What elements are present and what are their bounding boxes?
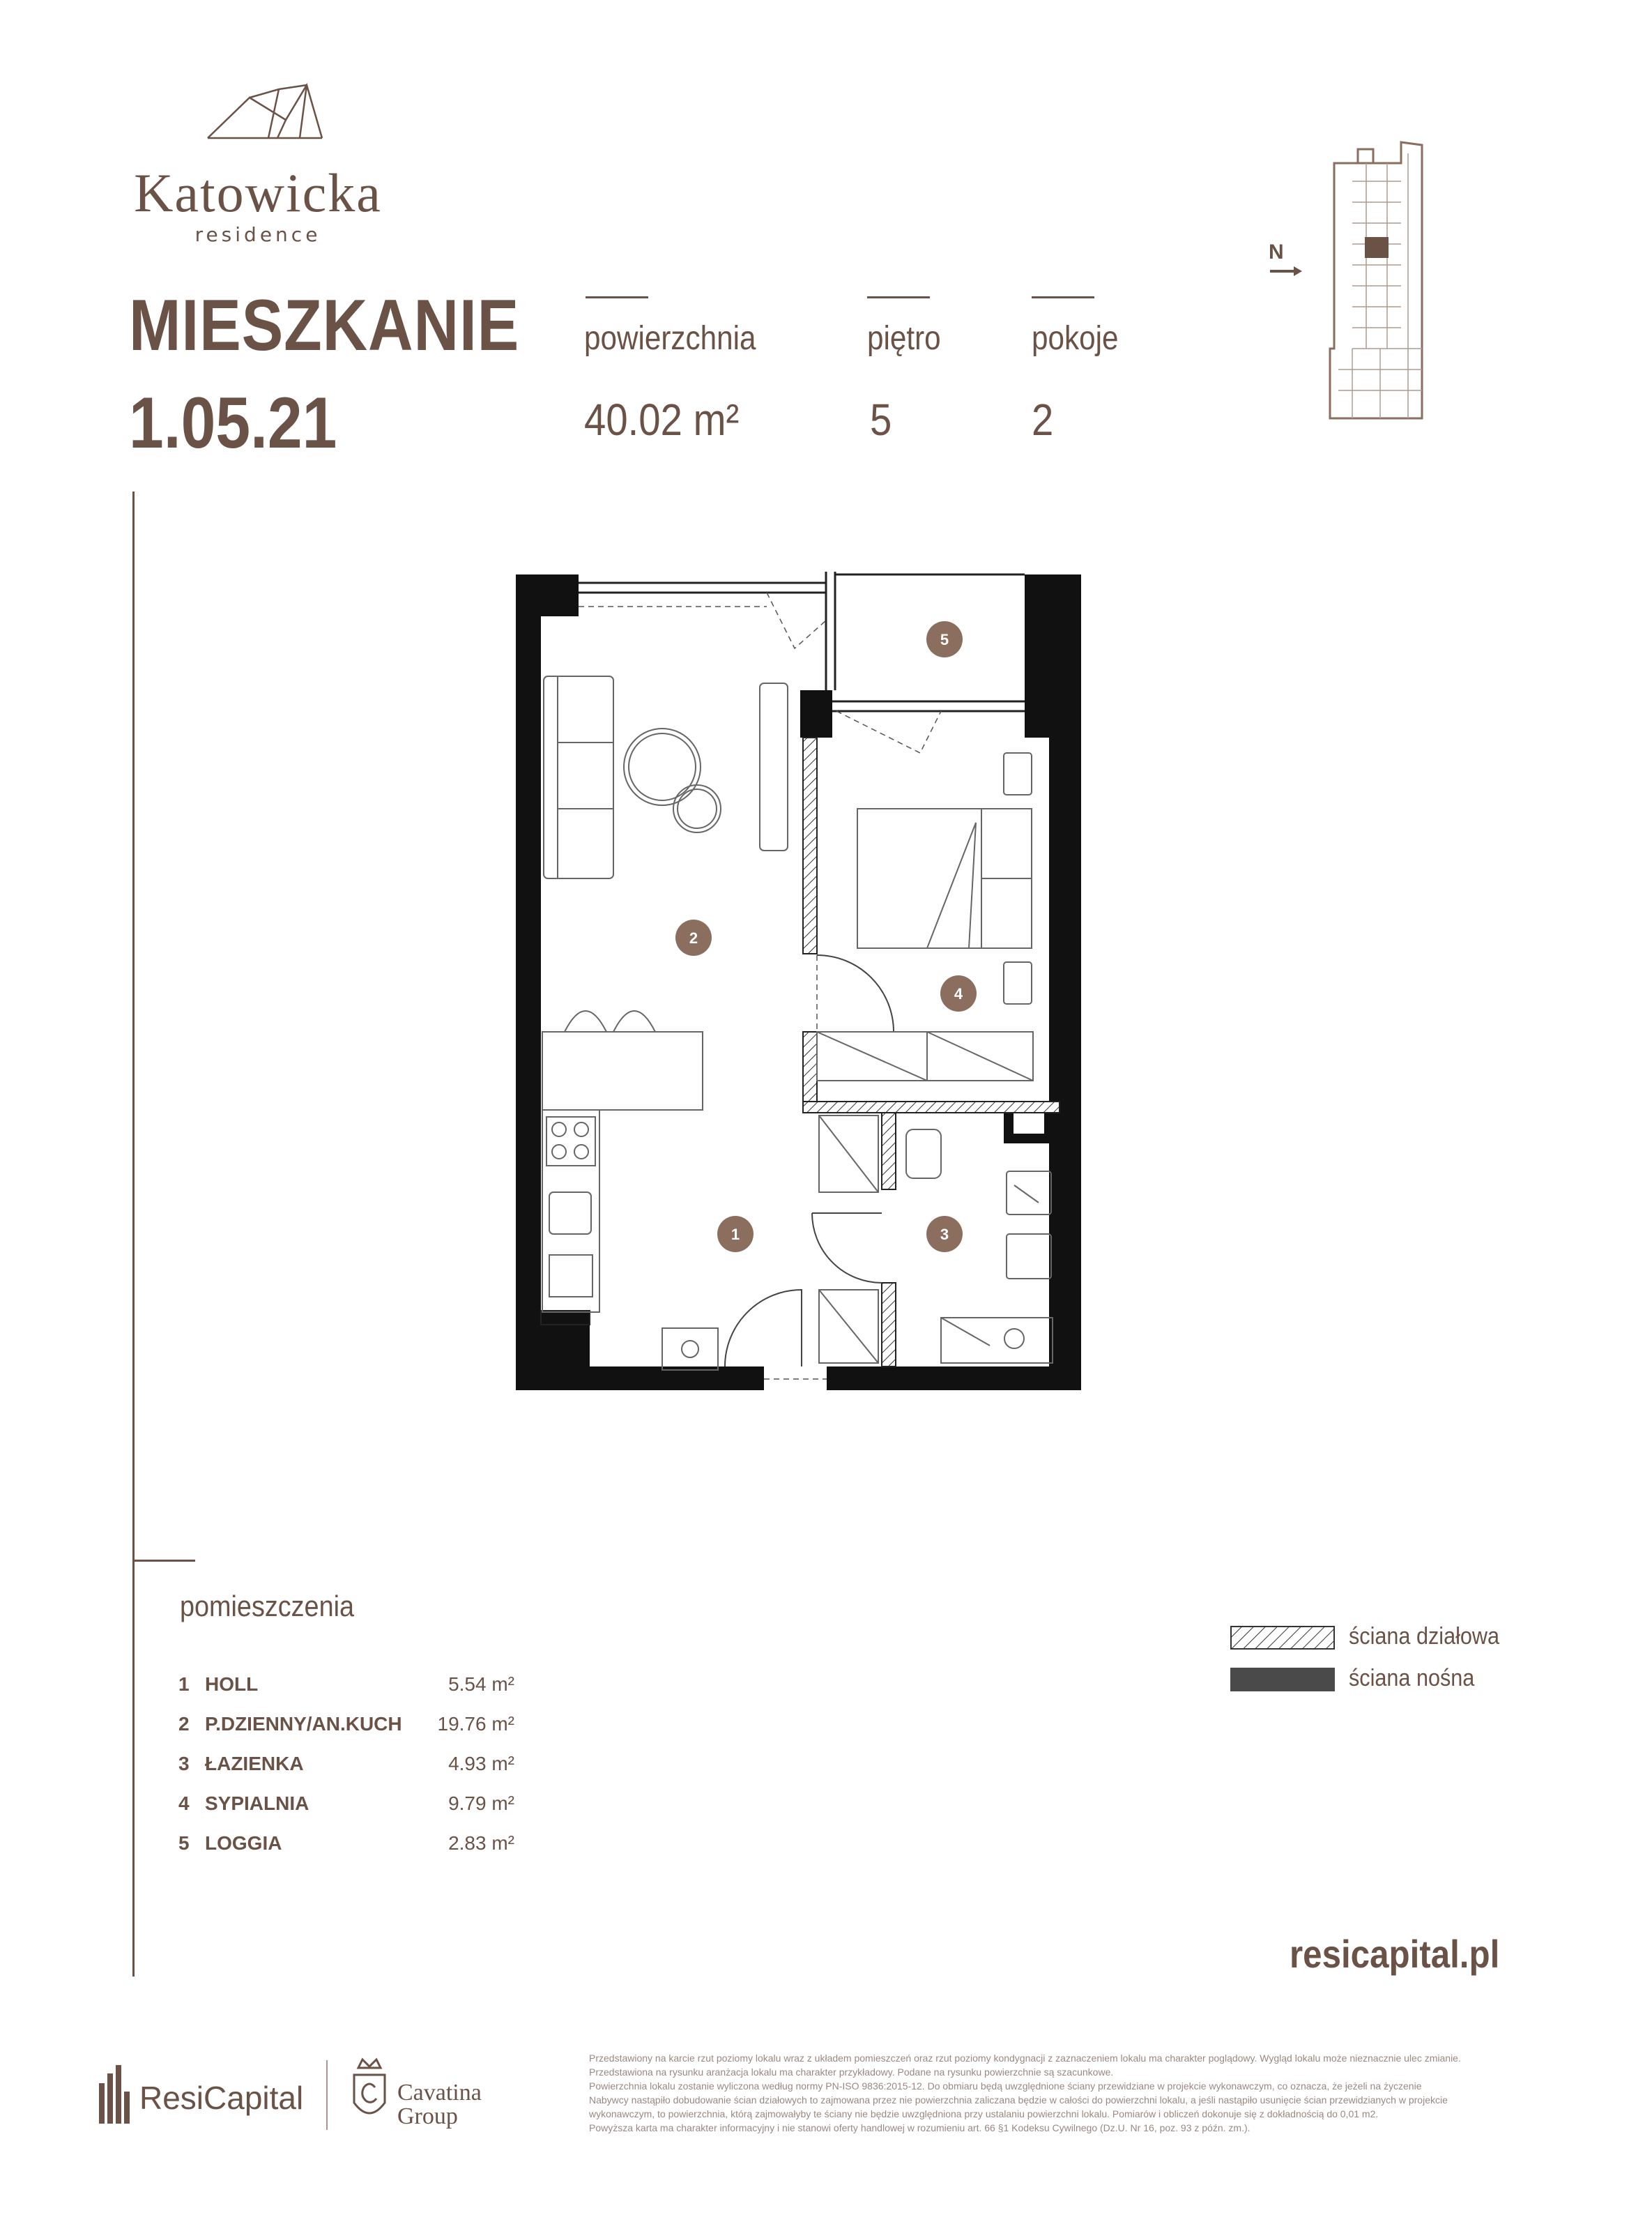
- room-area: 9.79 m²: [448, 1792, 514, 1814]
- room-name: HOLL: [205, 1673, 259, 1695]
- legend-swatch-load-bearing: [1230, 1668, 1335, 1691]
- stat-value-rooms: 2: [1032, 395, 1054, 445]
- room-area: 5.54 m²: [448, 1673, 514, 1695]
- room-number: 2: [178, 1713, 190, 1735]
- disclaimer-line: Powyższa karta ma charakter informacyjny i nie stanowi oferty handlowej w rozumieniu art. 66 §1 Kodeksu Cywilnego (Dz.U. Nr 16, poz. 93 z późn. zm.).: [589, 2122, 1251, 2133]
- brand-logo: [202, 77, 328, 147]
- cavatina-logo-line1: Cavatina: [397, 2080, 482, 2106]
- room-row: [178, 1753, 520, 1792]
- stat-label-area: powierzchnia: [584, 320, 756, 357]
- room-row: [178, 1792, 520, 1832]
- room-area: 4.93 m²: [448, 1753, 514, 1774]
- resicapital-logo-text: ResiCapital: [139, 2080, 304, 2116]
- apartment-highlight: [1365, 237, 1389, 258]
- legend-label-partition: ściana działowa: [1349, 1623, 1500, 1650]
- room-number: 1: [178, 1673, 190, 1695]
- north-indicator: [1269, 241, 1310, 282]
- apartment-title: MIESZKANIE: [129, 285, 520, 366]
- website-link[interactable]: resicapital.pl: [1290, 1932, 1500, 1976]
- cavatina-logo-text: [397, 2081, 482, 2129]
- floor-plan: [488, 544, 1115, 1422]
- room-name: SYPIALNIA: [205, 1792, 309, 1814]
- brand-name: Katowicka: [134, 162, 382, 223]
- room-name: ŁAZIENKA: [205, 1753, 304, 1774]
- room-badge-2: 2: [689, 929, 698, 947]
- room-row: [178, 1832, 520, 1871]
- disclaimer-line: wykonawczym, to powierzchnia, którą zajmowałyby te ściany nie będzie uwzględniona przy ustalaniu powierzchni lokalu. Pomiarów i obliczeń dokonuje się z dokładnością do 0,01 m2.: [589, 2108, 1379, 2119]
- resicapital-logo-icon: [98, 2064, 132, 2126]
- logo-separator: [326, 2060, 328, 2130]
- stat-divider: [867, 296, 930, 298]
- room-row: [178, 1673, 520, 1712]
- stat-label-rooms: pokoje: [1032, 320, 1119, 357]
- apartment-number: 1.05.21: [129, 383, 337, 464]
- disclaimer-line: Przedstawiony na karcie rzut poziomy lokalu wraz z układem pomieszczeń oraz rzut poziomy kondygnacji z zaznaczeniem lokalu ma charakter poglądowy. Wygląd lokalu może nieznacznie ulec zmianie.: [589, 2053, 1461, 2064]
- room-area: 2.83 m²: [448, 1832, 514, 1854]
- legend-swatch-partition: [1230, 1626, 1335, 1650]
- room-badge-5: 5: [940, 631, 949, 648]
- legal-disclaimer: [589, 2051, 1488, 2135]
- mountain-logo-icon: [202, 77, 328, 144]
- stat-divider: [586, 296, 648, 298]
- room-badge-1: 1: [731, 1226, 740, 1243]
- room-badge-4: 4: [954, 985, 963, 1003]
- disclaimer-line: Nabywcy nastąpiło dobudowanie ścian działowych to zajmowana przez nie powierzchnia zaliczana będzie w całości do powierzchni lokalu, a jeśli nastąpiło usunięcie ścian przewidzianych w projekcie: [589, 2094, 1448, 2106]
- stat-label-floor: piętro: [867, 320, 941, 357]
- building-key-plan: [1324, 139, 1436, 425]
- room-number: 4: [178, 1792, 190, 1814]
- room-number: 5: [178, 1832, 190, 1854]
- room-name: LOGGIA: [205, 1832, 282, 1854]
- disclaimer-line: Powierzchnia lokalu zostanie wyliczona według normy PN-ISO 9836:2015-12. Do obmiaru będą uwzględnione ściany przewidziane w projekcie wykonawczym, co oznacza, że jeżeli na życzenie: [589, 2080, 1422, 2092]
- room-number: 3: [178, 1753, 190, 1774]
- stat-value-floor: 5: [870, 395, 892, 445]
- room-name: P.DZIENNY/AN.KUCH: [205, 1713, 402, 1735]
- rooms-heading: pomieszczenia: [180, 1590, 355, 1622]
- room-row: [178, 1713, 520, 1752]
- legend-label-load-bearing: ściana nośna: [1349, 1665, 1475, 1691]
- room-badge-3: 3: [940, 1226, 949, 1243]
- brand-subtitle: residence: [194, 223, 321, 246]
- stat-divider: [1032, 296, 1094, 298]
- room-area: 19.76 m²: [437, 1713, 514, 1735]
- load-bearing-walls: [516, 574, 1081, 1390]
- disclaimer-line: Przedstawiona na rysunku aranżacja lokalu ma charakter przykładowy. Podane na rysunku powierzchnie są szacunkowe.: [589, 2066, 1114, 2078]
- north-label: N: [1269, 241, 1284, 264]
- section-divider: [132, 1560, 195, 1562]
- north-arrow-icon: [1269, 264, 1303, 278]
- stat-value-area: 40.02 m²: [584, 395, 740, 445]
- page-divider: [132, 492, 135, 1977]
- cavatina-crest-icon: [349, 2057, 390, 2126]
- cavatina-logo-line2: Group: [397, 2103, 458, 2129]
